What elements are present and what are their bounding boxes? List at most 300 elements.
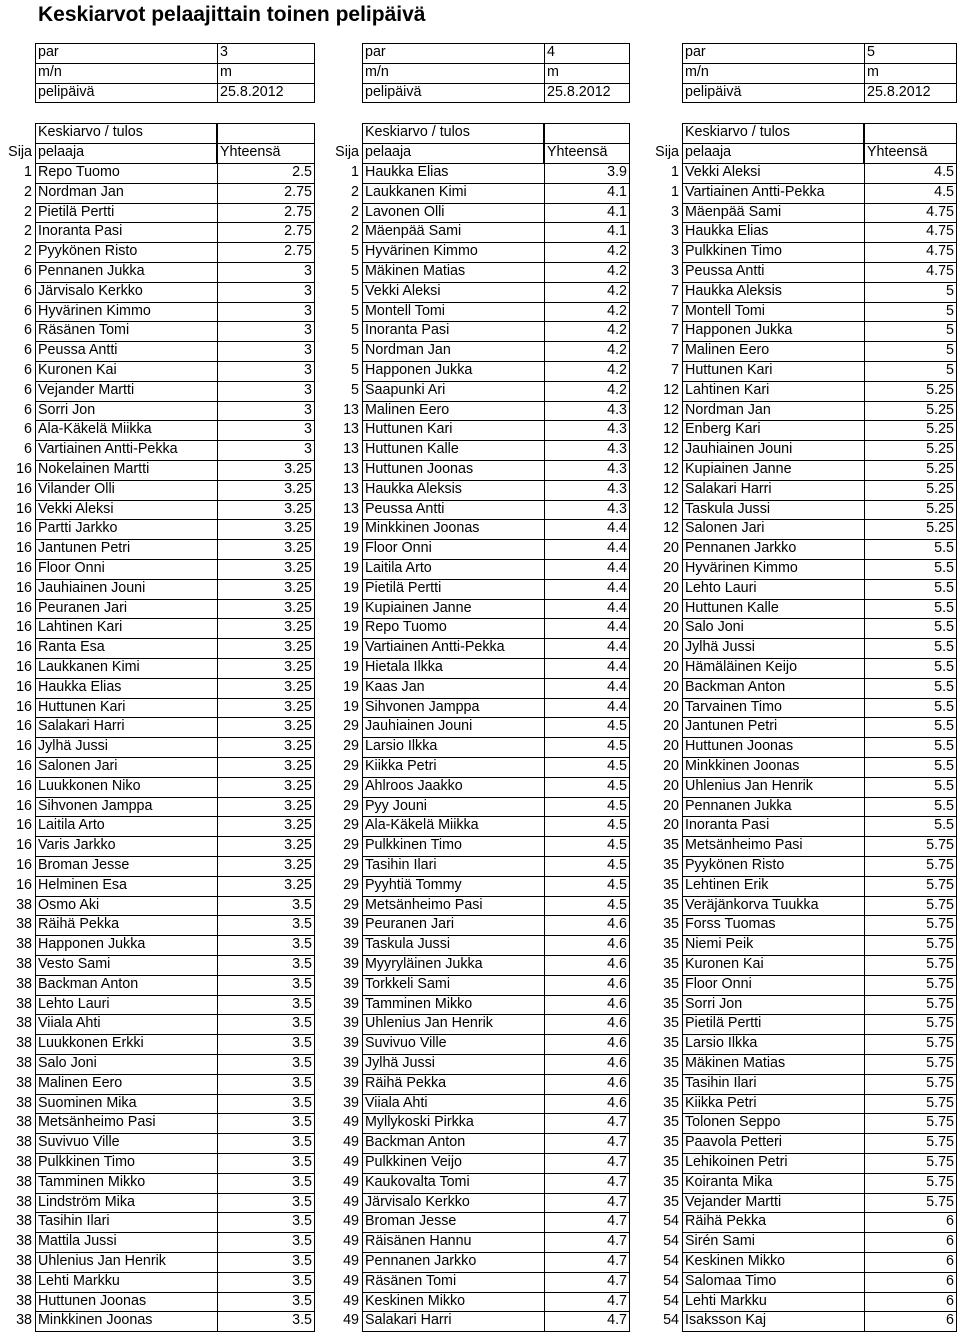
row-line bbox=[35, 420, 315, 421]
table-row-total: 3.25 bbox=[284, 777, 312, 794]
table-row-rank: 38 bbox=[16, 995, 32, 1012]
row-line bbox=[35, 480, 315, 481]
table-row-total: 3.5 bbox=[292, 1134, 312, 1151]
table-row-total: 4.5 bbox=[607, 777, 627, 794]
table-row-rank: 19 bbox=[343, 619, 359, 636]
table-row-total: 4.2 bbox=[607, 362, 627, 378]
table-row-player: Järvisalo Kerkko bbox=[38, 282, 143, 299]
table-row-total: 5.75 bbox=[926, 1173, 954, 1190]
table-row-player: Helminen Esa bbox=[38, 876, 127, 893]
table-row-rank: 12 bbox=[663, 421, 679, 438]
table-row-total: 6 bbox=[946, 1292, 954, 1309]
row-line bbox=[362, 480, 630, 481]
table-row-total: 3 bbox=[304, 441, 312, 458]
table-row-player: Laukkanen Kimi bbox=[365, 183, 467, 200]
row-line bbox=[362, 302, 630, 303]
table-row-rank: 39 bbox=[343, 995, 359, 1012]
table-row-total: 3.5 bbox=[292, 1233, 312, 1250]
table-row-rank: 35 bbox=[663, 1094, 679, 1111]
row-line bbox=[35, 737, 315, 738]
table-row-rank: 35 bbox=[663, 1154, 679, 1170]
table-row-player: Uhlenius Jan Henrik bbox=[685, 777, 813, 794]
table-row-player: Kupiainen Janne bbox=[685, 461, 792, 477]
table-row-player: Happonen Jukka bbox=[365, 362, 473, 378]
row-line bbox=[362, 1272, 630, 1273]
table-row-total: 5.75 bbox=[926, 916, 954, 933]
table-row-player: Haukka Elias bbox=[365, 164, 449, 180]
table-row-total: 5.75 bbox=[926, 995, 954, 1012]
table-row-total: 3.5 bbox=[292, 1312, 312, 1329]
table-row-total: 3.5 bbox=[292, 1213, 312, 1230]
table-row-player: Mattila Jussi bbox=[38, 1233, 117, 1250]
row-line bbox=[682, 341, 957, 342]
row-line bbox=[35, 777, 315, 778]
table-row-player: Laitila Arto bbox=[38, 817, 105, 834]
table-row-total: 3.25 bbox=[284, 738, 312, 755]
row-line bbox=[362, 717, 630, 718]
row-line bbox=[362, 1232, 630, 1233]
row-line bbox=[35, 262, 315, 263]
row-line bbox=[35, 1133, 315, 1134]
table-row-rank: 39 bbox=[343, 1015, 359, 1032]
table-row-total: 5.25 bbox=[926, 480, 954, 497]
table-row-player: Mäenpää Sami bbox=[685, 203, 782, 220]
table-row-player: Räsänen Tomi bbox=[365, 1272, 457, 1289]
table-row-player: Salo Joni bbox=[685, 619, 744, 636]
table-row-player: Hämäläinen Keijo bbox=[685, 659, 798, 675]
table-row-total: 5.5 bbox=[934, 817, 954, 834]
table-row-player: Metsänheimo Pasi bbox=[365, 896, 483, 913]
row-line bbox=[682, 757, 957, 758]
table-row-player: Montell Tomi bbox=[365, 302, 445, 319]
table-row-player: Minkkinen Joonas bbox=[38, 1312, 153, 1329]
table-row-player: Salakari Harri bbox=[365, 1312, 452, 1329]
table-row-player: Sirén Sami bbox=[685, 1233, 755, 1250]
table-row-total: 3.5 bbox=[292, 956, 312, 972]
row-line bbox=[362, 361, 630, 362]
table-row-player: Happonen Jukka bbox=[685, 322, 793, 339]
table-row-total: 4.4 bbox=[607, 560, 627, 576]
row-line bbox=[35, 302, 315, 303]
table-row-total: 4.75 bbox=[926, 243, 954, 260]
row-line bbox=[35, 203, 315, 204]
table-row-rank: 12 bbox=[663, 520, 679, 537]
table-row-rank: 20 bbox=[663, 659, 679, 675]
table-row-rank: 20 bbox=[663, 560, 679, 576]
row-line bbox=[362, 1311, 630, 1312]
row-line bbox=[362, 816, 630, 817]
row-line bbox=[682, 1034, 957, 1035]
table-row-player: Partti Jarkko bbox=[38, 520, 118, 537]
table-row-rank: 38 bbox=[16, 1114, 32, 1131]
table-row-rank: 16 bbox=[16, 560, 32, 576]
table-row-player: Lahtinen Kari bbox=[38, 619, 123, 636]
table-row-rank: 38 bbox=[16, 1272, 32, 1289]
table-row-total: 4.4 bbox=[607, 540, 627, 557]
table-row-rank: 39 bbox=[343, 916, 359, 933]
row-line bbox=[35, 856, 315, 857]
table-row-total: 4.5 bbox=[607, 758, 627, 774]
table-row-rank: 6 bbox=[24, 263, 32, 279]
row-line bbox=[362, 579, 630, 580]
table-row-player: Vejander Martti bbox=[38, 381, 135, 398]
table-row-rank: 1 bbox=[351, 164, 359, 180]
table-row-total: 5.5 bbox=[934, 579, 954, 596]
table-row-total: 4.5 bbox=[607, 857, 627, 873]
table-row-rank: 19 bbox=[343, 698, 359, 715]
table-row-player: Jylhä Jussi bbox=[685, 639, 755, 656]
table-row-rank: 38 bbox=[16, 956, 32, 972]
table-row-player: Ala-Käkelä Miikka bbox=[365, 817, 479, 834]
row-line bbox=[682, 579, 957, 580]
table-row-rank: 35 bbox=[663, 896, 679, 913]
table-row-player: Kaukovalta Tomi bbox=[365, 1173, 470, 1190]
table-row-rank: 54 bbox=[663, 1213, 679, 1230]
row-line bbox=[362, 955, 630, 956]
table-row-total: 4.2 bbox=[607, 243, 627, 260]
table-row-rank: 16 bbox=[16, 540, 32, 557]
table-row-player: Nordman Jan bbox=[38, 183, 124, 200]
table-row-player: Salonen Jari bbox=[38, 758, 118, 774]
table-row-player: Uhlenius Jan Henrik bbox=[38, 1253, 166, 1269]
table-row-player: Huttunen Joonas bbox=[685, 738, 794, 755]
table-row-player: Pennanen Jarkko bbox=[685, 540, 797, 557]
table-row-rank: 16 bbox=[16, 619, 32, 636]
table-row-player: Pulkkinen Timo bbox=[685, 243, 782, 260]
table-row-player: Floor Onni bbox=[365, 540, 432, 557]
table-row-player: Floor Onni bbox=[38, 560, 105, 576]
table-row-total: 5.25 bbox=[926, 500, 954, 517]
table-row-total: 5.25 bbox=[926, 461, 954, 477]
row-line bbox=[682, 876, 957, 877]
table-row-player: Taskula Jussi bbox=[685, 500, 771, 517]
row-line bbox=[682, 519, 957, 520]
table-row-rank: 16 bbox=[16, 698, 32, 715]
col-header-total: Yhteensä bbox=[547, 143, 608, 160]
table-row-rank: 38 bbox=[16, 975, 32, 992]
table-row-rank: 13 bbox=[343, 421, 359, 438]
table-row-total: 6 bbox=[946, 1233, 954, 1250]
table-row-rank: 6 bbox=[24, 322, 32, 339]
table-row-rank: 16 bbox=[16, 758, 32, 774]
table-row-total: 4.5 bbox=[934, 164, 954, 180]
table-row-player: Nokelainen Martti bbox=[38, 461, 150, 477]
table-row-total: 5.25 bbox=[926, 421, 954, 438]
table-row-player: Peuranen Jari bbox=[365, 916, 455, 933]
table-row-total: 4.4 bbox=[607, 579, 627, 596]
row-line bbox=[682, 816, 957, 817]
table-row-player: Metsänheimo Pasi bbox=[685, 837, 803, 854]
table-row-rank: 29 bbox=[343, 896, 359, 913]
info-label: m/n bbox=[685, 63, 709, 80]
row-line bbox=[682, 1272, 957, 1273]
row-line bbox=[35, 935, 315, 936]
table-row-rank: 6 bbox=[24, 302, 32, 319]
table-row-total: 3 bbox=[304, 381, 312, 398]
table-row-total: 4.5 bbox=[607, 797, 627, 814]
table-row-total: 4.5 bbox=[607, 738, 627, 755]
table-row-rank: 16 bbox=[16, 857, 32, 873]
table-row-rank: 12 bbox=[663, 401, 679, 418]
row-line bbox=[35, 1193, 315, 1194]
table-row-player: Lehto Lauri bbox=[38, 995, 110, 1012]
row-line bbox=[682, 1094, 957, 1095]
table-row-rank: 16 bbox=[16, 817, 32, 834]
row-line bbox=[682, 1311, 957, 1312]
table-row-player: Nordman Jan bbox=[365, 342, 451, 359]
table-row-rank: 5 bbox=[351, 263, 359, 279]
table-row-rank: 38 bbox=[16, 1015, 32, 1032]
table-row-total: 4.3 bbox=[607, 401, 627, 418]
table-row-player: Vartiainen Antti-Pekka bbox=[38, 441, 178, 458]
row-line bbox=[682, 242, 957, 243]
row-line bbox=[682, 935, 957, 936]
table-row-total: 3.25 bbox=[284, 540, 312, 557]
table-row-player: Peussa Antti bbox=[365, 500, 445, 517]
table-row-total: 4.6 bbox=[607, 1074, 627, 1091]
row-line bbox=[362, 1054, 630, 1055]
table-row-player: Räsänen Tomi bbox=[38, 322, 130, 339]
table-row-total: 4.4 bbox=[607, 678, 627, 695]
table-row-player: Vejander Martti bbox=[685, 1193, 782, 1210]
row-line bbox=[35, 1054, 315, 1055]
table-row-rank: 39 bbox=[343, 975, 359, 992]
table-row-total: 4.5 bbox=[607, 876, 627, 893]
row-line bbox=[35, 836, 315, 837]
row-line bbox=[362, 341, 630, 342]
table-row-player: Minkkinen Joonas bbox=[685, 758, 800, 774]
table-row-rank: 12 bbox=[663, 480, 679, 497]
table-row-player: Metsänheimo Pasi bbox=[38, 1114, 156, 1131]
table-row-total: 3 bbox=[304, 322, 312, 339]
info-label: m/n bbox=[38, 63, 62, 80]
row-line bbox=[682, 1212, 957, 1213]
table-row-rank: 2 bbox=[24, 243, 32, 260]
row-line bbox=[35, 599, 315, 600]
table-row-rank: 39 bbox=[343, 1094, 359, 1111]
table-row-total: 3.25 bbox=[284, 480, 312, 497]
table-row-total: 5.75 bbox=[926, 1055, 954, 1071]
table-row-player: Hyvärinen Kimmo bbox=[365, 243, 478, 260]
table-row-total: 4.7 bbox=[607, 1312, 627, 1329]
table-row-rank: 16 bbox=[16, 797, 32, 814]
table-row-total: 6 bbox=[946, 1312, 954, 1329]
row-line bbox=[682, 915, 957, 916]
table-row-total: 3.25 bbox=[284, 817, 312, 834]
table-row-rank: 7 bbox=[671, 322, 679, 339]
table-row-player: Mäkinen Matias bbox=[685, 1055, 786, 1071]
table-row-total: 5.75 bbox=[926, 1193, 954, 1210]
table-row-rank: 35 bbox=[663, 916, 679, 933]
table-row-player: Peussa Antti bbox=[38, 342, 118, 359]
table-row-player: Hyvärinen Kimmo bbox=[38, 302, 151, 319]
table-row-player: Viiala Ahti bbox=[38, 1015, 101, 1032]
row-line bbox=[35, 1153, 315, 1154]
table-row-player: Pulkkinen Timo bbox=[38, 1154, 135, 1170]
info-value: 5 bbox=[867, 44, 875, 60]
table-row-total: 5.5 bbox=[934, 797, 954, 814]
row-line bbox=[682, 856, 957, 857]
row-line bbox=[35, 816, 315, 817]
table-row-total: 2.75 bbox=[284, 243, 312, 260]
table-row-rank: 20 bbox=[663, 698, 679, 715]
row-line bbox=[682, 1074, 957, 1075]
table-row-rank: 5 bbox=[351, 243, 359, 260]
table-row-player: Ahlroos Jaakko bbox=[365, 777, 463, 794]
table-row-total: 4.7 bbox=[607, 1134, 627, 1151]
table-row-rank: 20 bbox=[663, 718, 679, 735]
row-line bbox=[362, 698, 630, 699]
page-title: Keskiarvot pelaajittain toinen pelipäivä bbox=[38, 3, 426, 26]
row-line bbox=[682, 638, 957, 639]
table-row-rank: 5 bbox=[351, 322, 359, 339]
table-row-rank: 49 bbox=[343, 1134, 359, 1151]
table-row-rank: 29 bbox=[343, 718, 359, 735]
table-row-player: Sorri Jon bbox=[685, 995, 743, 1012]
table-row-total: 3.5 bbox=[292, 936, 312, 953]
row-line bbox=[362, 757, 630, 758]
row-line bbox=[362, 1133, 630, 1134]
table-row-total: 4.1 bbox=[607, 183, 627, 200]
table-row-player: Lavonen Olli bbox=[365, 203, 445, 220]
table-row-total: 4.4 bbox=[607, 599, 627, 616]
row-line bbox=[362, 678, 630, 679]
table-row-player: Haukka Elias bbox=[685, 223, 769, 240]
table-row-player: Salo Joni bbox=[38, 1055, 97, 1071]
table-row-rank: 38 bbox=[16, 1253, 32, 1269]
table-row-player: Isaksson Kaj bbox=[685, 1312, 767, 1329]
table-row-total: 5 bbox=[946, 362, 954, 378]
table-row-rank: 38 bbox=[16, 1074, 32, 1091]
table-row-total: 5.75 bbox=[926, 1035, 954, 1052]
table-row-player: Repo Tuomo bbox=[365, 619, 447, 636]
row-line bbox=[35, 955, 315, 956]
table-row-rank: 16 bbox=[16, 738, 32, 755]
table-row-rank: 2 bbox=[351, 183, 359, 200]
table-row-rank: 16 bbox=[16, 678, 32, 695]
table-row-rank: 12 bbox=[663, 441, 679, 458]
row-line bbox=[682, 321, 957, 322]
table-row-total: 3.5 bbox=[292, 1253, 312, 1269]
table-row-player: Pyyhtiä Tommy bbox=[365, 876, 462, 893]
table-row-total: 3.5 bbox=[292, 995, 312, 1012]
row-line bbox=[682, 559, 957, 560]
table-row-rank: 6 bbox=[24, 401, 32, 418]
table-row-player: Minkkinen Joonas bbox=[365, 520, 480, 537]
header-top-box bbox=[864, 123, 957, 144]
row-line bbox=[362, 539, 630, 540]
table-row-player: Tolonen Seppo bbox=[685, 1114, 781, 1131]
table-row-rank: 49 bbox=[343, 1233, 359, 1250]
table-row-rank: 16 bbox=[16, 718, 32, 735]
table-row-rank: 54 bbox=[663, 1272, 679, 1289]
table-row-total: 5.5 bbox=[934, 777, 954, 794]
row-line bbox=[682, 1054, 957, 1055]
info-label: par bbox=[365, 44, 386, 60]
row-line bbox=[35, 638, 315, 639]
table-row-player: Pietilä Pertti bbox=[365, 579, 442, 596]
table-row-total: 4.6 bbox=[607, 916, 627, 933]
table-row-player: Pennanen Jukka bbox=[685, 797, 792, 814]
table-row-rank: 16 bbox=[16, 579, 32, 596]
table-row-rank: 20 bbox=[663, 599, 679, 616]
row-line bbox=[35, 896, 315, 897]
table-row-total: 5 bbox=[946, 322, 954, 339]
table-row-player: Kuronen Kai bbox=[38, 362, 117, 378]
table-row-player: Lehto Lauri bbox=[685, 579, 757, 596]
table-row-total: 3.5 bbox=[292, 975, 312, 992]
table-row-total: 5.75 bbox=[926, 1114, 954, 1131]
table-row-total: 4.7 bbox=[607, 1253, 627, 1269]
table-row-rank: 49 bbox=[343, 1253, 359, 1269]
table-row-rank: 3 bbox=[671, 223, 679, 240]
table-row-total: 4.2 bbox=[607, 302, 627, 319]
table-row-player: Larsio Ilkka bbox=[685, 1035, 758, 1052]
table-row-rank: 49 bbox=[343, 1213, 359, 1230]
table-row-rank: 16 bbox=[16, 480, 32, 497]
table-row-total: 5.75 bbox=[926, 876, 954, 893]
row-line bbox=[362, 1094, 630, 1095]
table-row-player: Tasihin Ilari bbox=[38, 1213, 110, 1230]
table-row-rank: 29 bbox=[343, 876, 359, 893]
row-line bbox=[682, 480, 957, 481]
table-row-rank: 12 bbox=[663, 500, 679, 517]
table-row-rank: 20 bbox=[663, 817, 679, 834]
row-line bbox=[35, 698, 315, 699]
table-row-player: Suominen Mika bbox=[38, 1094, 137, 1111]
row-line bbox=[35, 341, 315, 342]
table-row-rank: 29 bbox=[343, 738, 359, 755]
row-line bbox=[362, 1034, 630, 1035]
row-line bbox=[35, 1311, 315, 1312]
table-row-total: 4.2 bbox=[607, 342, 627, 359]
table-row-player: Varis Jarkko bbox=[38, 837, 116, 854]
table-row-player: Pyy Jouni bbox=[365, 797, 427, 814]
table-row-rank: 19 bbox=[343, 599, 359, 616]
row-line bbox=[682, 381, 957, 382]
table-row-player: Nordman Jan bbox=[685, 401, 771, 418]
row-line bbox=[682, 975, 957, 976]
table-row-total: 3.25 bbox=[284, 619, 312, 636]
table-row-player: Luukkonen Niko bbox=[38, 777, 141, 794]
row-line bbox=[35, 1232, 315, 1233]
table-row-total: 3.25 bbox=[284, 758, 312, 774]
col-header-sija: Sija bbox=[335, 143, 359, 160]
row-line bbox=[35, 915, 315, 916]
info-value: 25.8.2012 bbox=[220, 83, 284, 100]
table-row-player: Pyykönen Risto bbox=[38, 243, 138, 260]
row-line bbox=[682, 1193, 957, 1194]
row-line bbox=[682, 618, 957, 619]
row-line bbox=[682, 420, 957, 421]
table-row-rank: 5 bbox=[351, 342, 359, 359]
table-row-total: 3.5 bbox=[292, 1035, 312, 1052]
row-line bbox=[682, 302, 957, 303]
table-row-player: Happonen Jukka bbox=[38, 936, 146, 953]
table-row-rank: 7 bbox=[671, 342, 679, 359]
row-line bbox=[362, 836, 630, 837]
table-row-total: 2.75 bbox=[284, 223, 312, 240]
table-row-rank: 49 bbox=[343, 1114, 359, 1131]
table-row-rank: 13 bbox=[343, 461, 359, 477]
row-line bbox=[35, 717, 315, 718]
table-row-player: Uhlenius Jan Henrik bbox=[365, 1015, 493, 1032]
table-row-player: Ala-Käkelä Miikka bbox=[38, 421, 152, 438]
table-row-total: 3 bbox=[304, 421, 312, 438]
table-row-player: Tasihin Ilari bbox=[685, 1074, 757, 1091]
table-row-rank: 20 bbox=[663, 758, 679, 774]
col-header-player: pelaaja bbox=[365, 143, 412, 160]
